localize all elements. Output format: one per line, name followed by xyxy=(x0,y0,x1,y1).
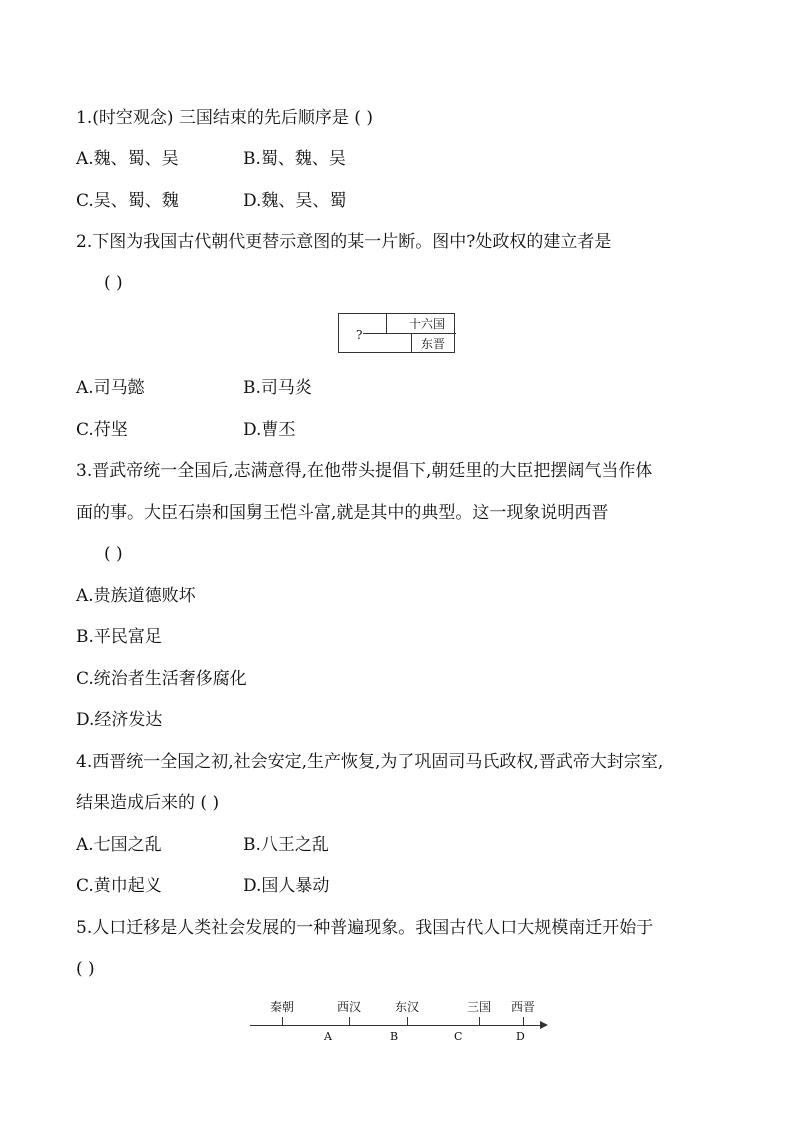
question-3-option-a[interactable]: A.贵族道德败坏 xyxy=(76,586,196,606)
question-2-option-d[interactable]: D.曹丕 xyxy=(243,420,296,440)
timeline-label-qin: 秦朝 xyxy=(270,1000,295,1014)
question-2-stem: 2.下图为我国古代朝代更替示意图的某一片断。图中?处政权的建立者是 xyxy=(76,232,612,252)
question-4-option-b[interactable]: B.八王之乱 xyxy=(243,835,329,855)
question-1-option-c[interactable]: C.吴、蜀、魏 xyxy=(76,191,179,211)
question-1-option-d[interactable]: D.魏、吴、蜀 xyxy=(243,191,347,211)
figure-sixteen-kingdoms: 十六国 xyxy=(409,317,446,331)
timeline-segment-d[interactable]: D xyxy=(516,1030,525,1043)
timeline-axis xyxy=(250,1025,542,1026)
timeline-segment-b[interactable]: B xyxy=(390,1030,399,1043)
question-4-stem-line-2: 结果造成后来的 ( ) xyxy=(76,793,220,813)
question-3-option-d[interactable]: D.经济发达 xyxy=(76,710,163,730)
timeline-label-eastern-han: 东汉 xyxy=(395,1000,420,1014)
figure-unknown-regime: ? xyxy=(356,328,363,342)
question-2-option-b[interactable]: B.司马炎 xyxy=(243,378,312,398)
question-4-option-a[interactable]: A.七国之乱 xyxy=(76,835,162,855)
timeline-label-three-kingdoms: 三国 xyxy=(467,1000,492,1014)
timeline-label-western-jin: 西晋 xyxy=(511,1000,536,1014)
timeline-arrow xyxy=(540,1021,548,1029)
question-3-answer-bracket: ( ) xyxy=(104,544,123,564)
question-2-answer-bracket: ( ) xyxy=(104,273,123,293)
question-4-option-d[interactable]: D.国人暴动 xyxy=(243,876,330,896)
question-2-option-a[interactable]: A.司马懿 xyxy=(76,378,145,398)
question-3-option-c[interactable]: C.统治者生活奢侈腐化 xyxy=(76,669,247,689)
timeline-segment-a[interactable]: A xyxy=(324,1030,332,1043)
question-5-stem: 5.人口迁移是人类社会发展的一种普遍现象。我国古代人口大规模南迁开始于 xyxy=(76,918,654,938)
question-2-option-c[interactable]: C.苻坚 xyxy=(76,420,128,440)
question-3-option-b[interactable]: B.平民富足 xyxy=(76,627,162,647)
question-4-option-c[interactable]: C.黄巾起义 xyxy=(76,876,162,896)
question-3-stem-line-1: 3.晋武帝统一全国后,志满意得,在他带头提倡下,朝廷里的大臣把摆阔气当作体 xyxy=(76,461,653,481)
dynasty-timeline xyxy=(250,996,550,1046)
question-5-answer-bracket: ( ) xyxy=(76,959,95,979)
question-1-option-b[interactable]: B.蜀、魏、吴 xyxy=(243,149,346,169)
dynasty-succession-figure xyxy=(338,313,455,353)
question-4-stem-line-1: 4.西晋统一全国之初,社会安定,生产恢复,为了巩固司马氏政权,晋武帝大封宗室, xyxy=(76,752,664,772)
figure-eastern-jin: 东晋 xyxy=(421,337,446,351)
timeline-label-western-han: 西汉 xyxy=(337,1000,362,1014)
timeline-segment-c[interactable]: C xyxy=(454,1030,463,1043)
question-1-option-a[interactable]: A.魏、蜀、吴 xyxy=(76,149,179,169)
question-3-stem-line-2: 面的事。大臣石崇和国舅王恺斗富,就是其中的典型。这一现象说明西晋 xyxy=(76,503,609,523)
question-1-stem: 1.(时空观念) 三国结束的先后顺序是 ( ) xyxy=(76,108,373,128)
